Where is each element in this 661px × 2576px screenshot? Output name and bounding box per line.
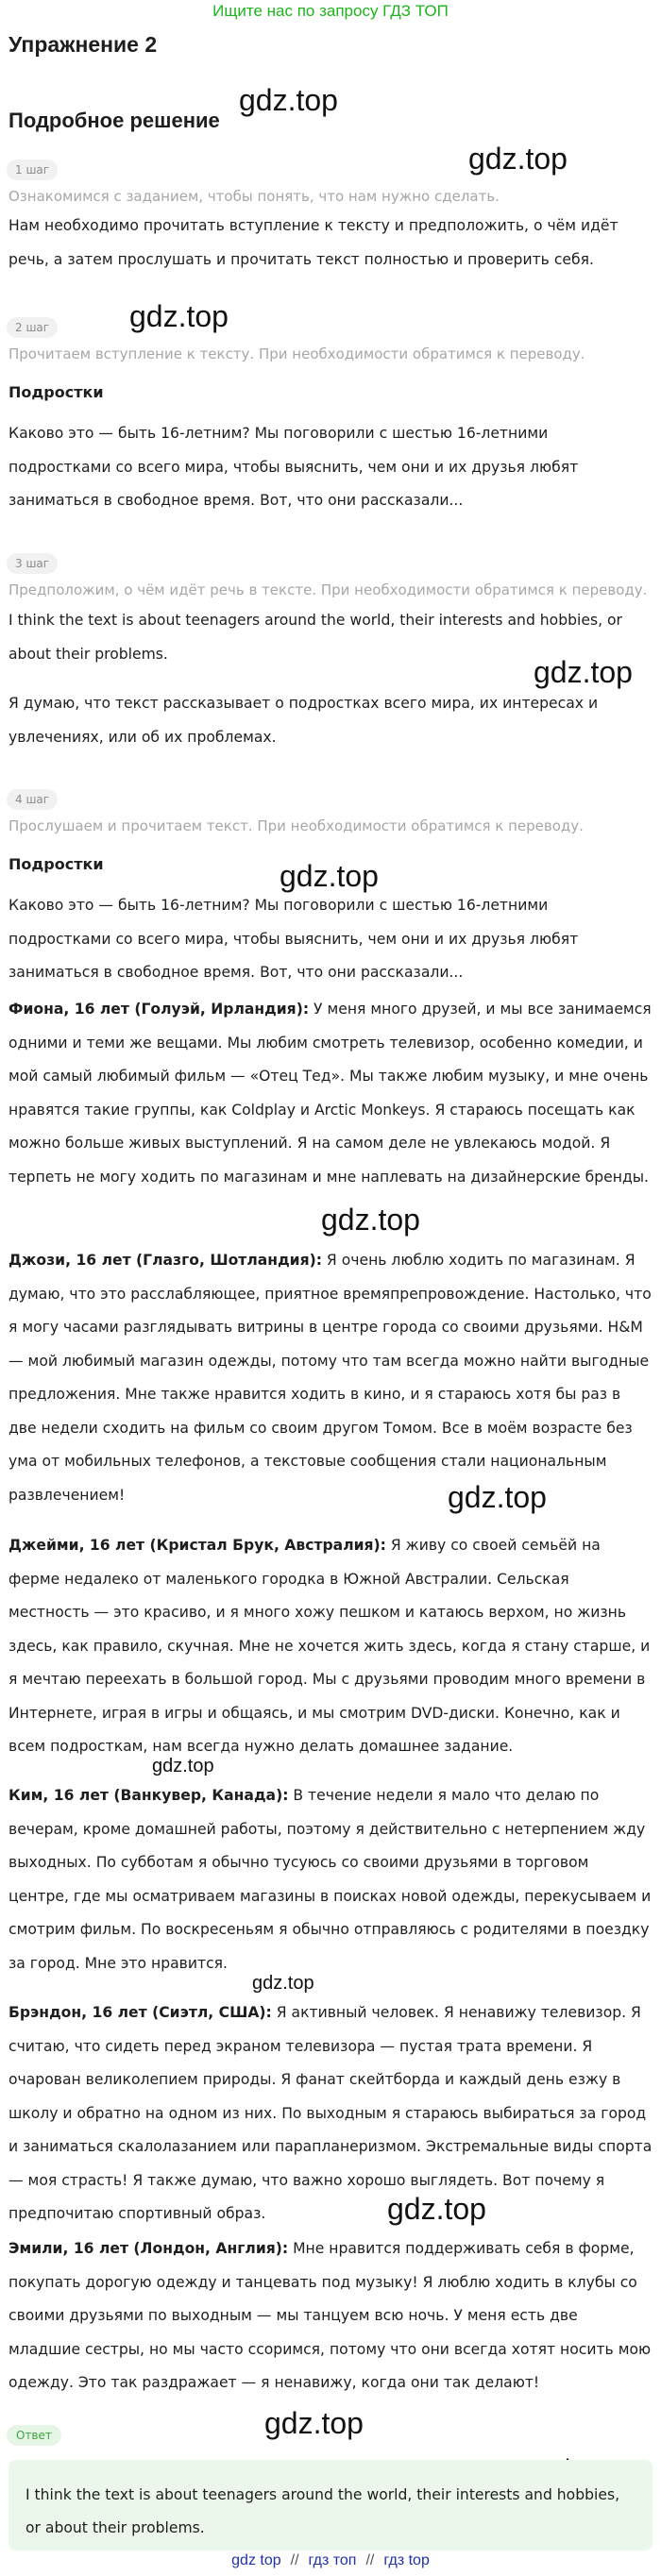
teen-paragraph (8, 993, 653, 1194)
teen-name: Джози, 16 лет (Глазго, Шотландия): (8, 1252, 322, 1269)
teen-paragraph (8, 1529, 653, 1764)
teen-paragraph (8, 2232, 653, 2400)
step-badge: 1 шаг (7, 160, 58, 180)
step-heading: Подростки (8, 383, 104, 401)
teen-paragraph (8, 1779, 653, 1980)
step-badge: 4 шаг (7, 789, 58, 810)
search-banner[interactable]: Ищите нас по запросу ГДЗ ТОП (212, 2, 449, 20)
watermark: gdz.top (468, 142, 568, 176)
footer-link-gdz-top-mixed[interactable]: гдз top (383, 2552, 430, 2568)
step-badge: 2 шаг (7, 317, 58, 338)
watermark: gdz.top (252, 1973, 314, 1994)
teen-name: Джейми, 16 лет (Кристал Брук, Австралия): (8, 1537, 386, 1554)
watermark: gdz.top (534, 655, 633, 689)
step-text: Каково это — быть 16-летним? Мы поговорили с шестью 16-летними подростками со всего мира, чтобы выяснить, чем они и их друзья любят заниматься в свободное время. Вот, что они рассказали... (8, 425, 579, 509)
teen-text: Я живу со своей семьёй на ферме недалеко от маленького городка в Южной Австралии. Сельская местность — это красиво, и я много хожу пешком и катаюсь верхом, но жизнь здесь, как правило, скучная. Мне не хочется жить здесь, когда я стану старше, и я мечтаю переехать в большой город. Мы с друзьями проводим много времени в Интернете, играя в игры и общаясь, и мы смотрим DVD-диски. Конечно, как и всем подросткам, нам всегда нужно делать домашнее задание. (8, 1537, 651, 1755)
footer-separator: // (365, 2552, 375, 2568)
teen-text: Мне нравится поддерживать себя в форме, покупать дорогую одежду и танцевать под музыку! Я люблю ходить в клубы со своими друзьями по выходным — мы танцуем всю ночь. У меня есть две младшие сестры, но мы часто ссоримся, потому что они всегда хотят носить мою одежду. Это так раздражает — я ненавижу, когда они так делают! (8, 2240, 652, 2391)
watermark: gdz.top (264, 2406, 364, 2440)
step-hint: Ознакомимся с заданием, чтобы понять, что нам нужно сделать. (8, 188, 500, 205)
footer-link-gdz-top-ru[interactable]: гдз топ (308, 2552, 357, 2568)
step-text: Нам необходимо прочитать вступление к тексту и предположить, о чём идёт речь, а затем прослушать и прочитать текст полностью и проверить себя. (8, 217, 619, 268)
teen-name: Эмили, 16 лет (Лондон, Англия): (8, 2240, 289, 2257)
step-hint: Прочитаем вступление к тексту. При необходимости обратимся к переводу. (8, 345, 585, 362)
step-hint: Прослушаем и прочитаем текст. При необходимости обратимся к переводу. (8, 817, 584, 834)
footer-separator: // (290, 2552, 299, 2568)
teen-text: Я очень люблю ходить по магазинам. Я думаю, что это расслабляющее, приятное времяпрепровождение. Настолько, что я могу часами разглядывать витрины в центре города со своими друзьями. H&M — мой любимый магазин одежды, потому что там всегда можно найти выгодные предложения. Мне также нравится ходить в кино, и я стараюсь хотя бы раз в две недели сходить на фильм со своим другом Томом. Все в моём возрасте без ума от мобильных телефонов, а текстовые сообщения стали национальным развлечением! (8, 1252, 652, 1504)
watermark: gdz.top (239, 83, 338, 117)
teen-paragraph (8, 1244, 653, 1512)
teen-paragraph (8, 1996, 653, 2231)
step-text: Каково это — быть 16-летним? Мы поговорили с шестью 16-летними подростками со всего мира, чтобы выяснить, чем они и их друзья любят заниматься в свободное время. Вот, что они рассказали... (8, 897, 579, 981)
teen-name: Брэндон, 16 лет (Сиэтл, США): (8, 2004, 272, 2021)
page-title: Упражнение 2 (8, 32, 158, 57)
step-badge: 3 шаг (7, 553, 58, 574)
step-heading: Подростки (8, 855, 104, 873)
watermark: gdz.top (280, 859, 379, 893)
teen-text: У меня много друзей, и мы все занимаемся одними и теми же вещами. Мы любим смотреть телевизор, особенно комедии, и мой самый любимый фильм — «Отец Тед». Мы также любим музыку, и мне очень нравятся такие группы, как Coldplay и Arctic Monkeys. Я стараюсь посещать как можно больше живых выступлений. Я на самом деле не увлекаюсь модой. Я терпеть не могу ходить по магазинам и мне наплевать на дизайнерские бренды. (8, 1001, 652, 1186)
watermark: gdz.top (152, 1756, 214, 1776)
teen-name: Ким, 16 лет (Ванкувер, Канада): (8, 1787, 289, 1804)
answer-text: I think the text is about teenagers around the world, their interests and hobbies, or about their problems. (25, 2486, 620, 2536)
teen-name: Фиона, 16 лет (Голуэй, Ирландия): (8, 1001, 310, 1018)
section-title: Подробное решение (8, 109, 220, 132)
step-hint: Предположим, о чём идёт речь в тексте. При необходимости обратимся к переводу. (8, 581, 648, 598)
watermark: gdz.top (448, 1480, 547, 1514)
footer-links (0, 2552, 661, 2569)
answer-box (8, 2460, 653, 2551)
teen-text: Я активный человек. Я ненавижу телевизор. Я считаю, что сидеть перед экраном телевизора — пустая трата времени. Я очарован великолепием природы. Я фанат скейтборда и каждый день езжу в школу и обратно на одном из них. По выходным я стараюсь выбираться за город и заниматься скалолазанием или парапланеризмом. Экстремальные виды спорта — моя страсть! Я также думаю, что важно хорошо выглядеть. Вот почему я предпочитаю спортивный образ. (8, 2004, 653, 2222)
watermark: gdz.top (387, 2192, 486, 2226)
step-text-ru: Я думаю, что текст рассказывает о подростках всего мира, их интересах и увлечениях, или об их проблемах. (8, 695, 599, 746)
step-text-en: I think the text is about teenagers around the world, their interests and hobbies, or about their problems. (8, 612, 622, 663)
teen-text: В течение недели я мало что делаю по вечерам, кроме домашней работы, поэтому я действительно с нетерпением жду выходных. По субботам я обычно тусуюсь со своими друзьями в торговом центре, где мы осматриваем магазины в поисках новой одежды, перекусываем и смотрим фильм. По воскресеньям я обычно отправляюсь с родителями в поездку за город. Мне это нравится. (8, 1787, 652, 1972)
answer-badge: Ответ (7, 2425, 61, 2446)
footer-link-gdz-top[interactable]: gdz top (231, 2552, 281, 2568)
watermark: gdz.top (129, 299, 229, 333)
watermark: gdz.top (321, 1203, 420, 1237)
